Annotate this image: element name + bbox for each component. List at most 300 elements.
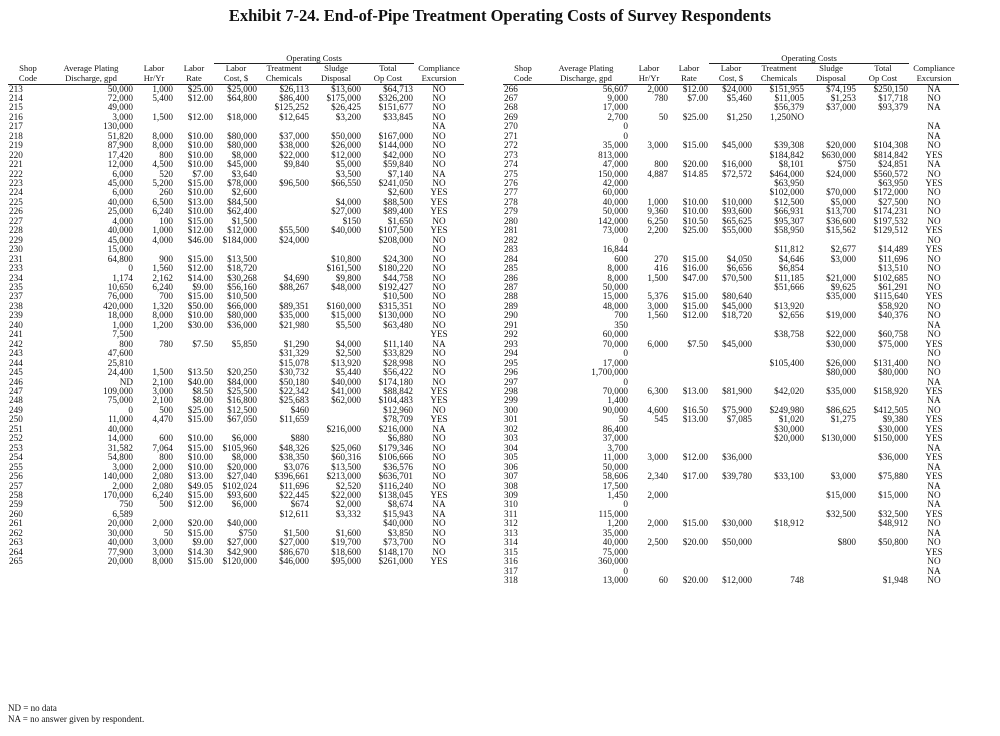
cell-labor-rate: $40.00 bbox=[187, 377, 213, 387]
cell-shop-code: 317 bbox=[504, 566, 518, 576]
cell-labor-rate: $10.00 bbox=[187, 131, 213, 141]
cell-labor-cost: $105,960 bbox=[222, 443, 257, 453]
table-row bbox=[8, 179, 464, 188]
cell-labor-rate: $10.00 bbox=[187, 434, 213, 444]
cell-labor-rate bbox=[174, 349, 214, 358]
cell-compliance-excursion: NO bbox=[927, 235, 941, 245]
cell-shop-code: 227 bbox=[9, 216, 23, 226]
cell-shop-code: 263 bbox=[9, 538, 23, 548]
cell-shop-code: 275 bbox=[504, 169, 518, 179]
cell-treatment-chemicals bbox=[258, 264, 310, 273]
column-header-shop-code: Code bbox=[503, 74, 543, 85]
cell-total-op-cost: $9,380 bbox=[882, 415, 908, 425]
column-header-total-op-cost: Op Cost bbox=[857, 74, 909, 85]
cell-total-op-cost: $27,500 bbox=[878, 197, 908, 207]
table-row bbox=[8, 283, 464, 292]
cell-labor-hours bbox=[629, 444, 669, 453]
cell-shop-code: 306 bbox=[504, 462, 518, 472]
cell-sludge-disposal bbox=[805, 132, 857, 141]
cell-treatment-chemicals: $46,000 bbox=[279, 557, 309, 567]
table-row bbox=[503, 236, 959, 245]
cell-sludge-disposal bbox=[805, 482, 857, 491]
cell-labor-rate bbox=[669, 151, 709, 160]
cell-labor-hours: 2,000 bbox=[647, 490, 668, 500]
cell-treatment-chemicals: 748 bbox=[790, 576, 804, 586]
cell-shop-code: 248 bbox=[9, 396, 23, 406]
cell-shop-code: 252 bbox=[9, 434, 23, 444]
cell-labor-rate: $15.00 bbox=[187, 292, 213, 302]
cell-shop-code: 237 bbox=[9, 292, 23, 302]
cell-shop-code: 308 bbox=[504, 481, 518, 491]
table-row bbox=[503, 453, 959, 462]
cell-total-op-cost: $2,600 bbox=[387, 188, 413, 198]
cell-treatment-chemicals: $11,659 bbox=[279, 415, 309, 425]
cell-shop-code: 292 bbox=[504, 330, 518, 340]
cell-shop-code: 277 bbox=[504, 188, 518, 198]
cell-shop-code: 247 bbox=[9, 387, 23, 396]
cell-labor-hours bbox=[629, 396, 669, 405]
cell-shop-code: 255 bbox=[9, 462, 23, 472]
cell-total-op-cost: $192,427 bbox=[378, 283, 413, 293]
cell-shop-code: 244 bbox=[9, 358, 23, 368]
cell-shop-code: 279 bbox=[504, 207, 518, 217]
cell-total-op-cost bbox=[857, 132, 909, 141]
cell-sludge-disposal: $62,000 bbox=[331, 396, 361, 406]
cell-avg-discharge: 50,000 bbox=[602, 207, 628, 217]
cell-treatment-chemicals bbox=[258, 122, 310, 131]
cell-sludge-disposal: $3,500 bbox=[335, 169, 361, 179]
cell-avg-discharge: 40,000 bbox=[107, 226, 133, 236]
table-row bbox=[503, 274, 959, 283]
cell-compliance-excursion: NA bbox=[927, 160, 941, 170]
column-header-avg-discharge: Discharge, gpd bbox=[543, 74, 629, 85]
table-row bbox=[8, 207, 464, 216]
cell-labor-rate: $50.00 bbox=[187, 301, 213, 311]
cell-compliance-excursion: NO bbox=[432, 472, 446, 482]
cell-compliance-excursion: NO bbox=[432, 349, 446, 359]
cell-total-op-cost bbox=[362, 330, 414, 339]
cell-sludge-disposal: $37,000 bbox=[826, 103, 856, 113]
cell-labor-hours: 780 bbox=[654, 93, 668, 103]
table-row bbox=[8, 226, 464, 235]
cell-sludge-disposal: $74,195 bbox=[826, 84, 856, 94]
table-row bbox=[503, 463, 959, 472]
cell-avg-discharge: 1,200 bbox=[607, 519, 628, 529]
cell-shop-code: 300 bbox=[504, 405, 518, 415]
cell-labor-cost: $25,500 bbox=[227, 387, 257, 396]
cell-avg-discharge: 0 bbox=[623, 566, 628, 576]
cell-shop-code: 303 bbox=[504, 434, 518, 444]
cell-avg-discharge: 15,000 bbox=[602, 292, 628, 302]
cell-compliance-excursion: NO bbox=[432, 273, 446, 283]
cell-compliance-excursion: NO bbox=[927, 557, 941, 567]
cell-total-op-cost: $102,685 bbox=[873, 273, 908, 283]
cell-labor-cost: $6,000 bbox=[231, 434, 257, 444]
cell-treatment-chemicals: $125,252 bbox=[274, 103, 309, 113]
cell-avg-discharge: 47,000 bbox=[602, 160, 628, 170]
cell-treatment-chemicals bbox=[753, 463, 805, 472]
cell-labor-cost bbox=[709, 444, 753, 453]
cell-total-op-cost: $44,758 bbox=[383, 273, 413, 283]
cell-labor-hours bbox=[629, 500, 669, 509]
cell-compliance-excursion: NO bbox=[927, 141, 941, 151]
cell-compliance-excursion: NO bbox=[432, 320, 446, 330]
cell-labor-hours: 8,000 bbox=[152, 131, 173, 141]
table-row bbox=[503, 141, 959, 150]
cell-total-op-cost bbox=[857, 500, 909, 509]
cell-treatment-chemicals bbox=[258, 425, 310, 434]
cell-treatment-chemicals: $6,854 bbox=[778, 264, 804, 274]
cell-labor-cost: $5,460 bbox=[726, 93, 752, 103]
cell-compliance-excursion: NO bbox=[432, 254, 446, 264]
cell-compliance-excursion: NO bbox=[927, 264, 941, 274]
table-row bbox=[503, 302, 959, 311]
table-row bbox=[503, 425, 959, 434]
cell-avg-discharge: 77,900 bbox=[107, 547, 133, 557]
table-row bbox=[503, 387, 959, 396]
cell-labor-cost: $45,000 bbox=[722, 141, 752, 151]
cell-total-op-cost bbox=[857, 321, 909, 330]
table-row bbox=[8, 321, 464, 330]
cell-labor-rate: $15.00 bbox=[187, 443, 213, 453]
cell-labor-rate bbox=[669, 321, 709, 330]
cell-avg-discharge: 750 bbox=[119, 500, 133, 510]
cell-shop-code: 235 bbox=[9, 283, 23, 293]
cell-labor-rate: $12.00 bbox=[682, 453, 708, 463]
cell-shop-code: 294 bbox=[504, 349, 518, 359]
cell-labor-cost: $12,500 bbox=[227, 405, 257, 415]
cell-compliance-excursion: NO bbox=[432, 519, 446, 529]
cell-shop-code: 253 bbox=[9, 443, 23, 453]
cell-sludge-disposal bbox=[805, 548, 857, 557]
cell-sludge-disposal bbox=[805, 113, 857, 122]
cell-total-op-cost: $104,483 bbox=[378, 396, 413, 406]
cell-shop-code: 266 bbox=[504, 84, 518, 94]
cell-labor-cost: $30,268 bbox=[227, 273, 257, 283]
cell-shop-code: 312 bbox=[504, 519, 518, 529]
cell-avg-discharge: 24,400 bbox=[107, 368, 133, 378]
cell-labor-rate: $9.00 bbox=[192, 538, 213, 548]
cell-treatment-chemicals: $51,666 bbox=[774, 283, 804, 293]
cell-treatment-chemicals: $95,307 bbox=[774, 216, 804, 226]
cell-labor-rate bbox=[174, 425, 214, 434]
cell-total-op-cost: $64,713 bbox=[383, 84, 413, 94]
cell-shop-code: 282 bbox=[504, 235, 518, 245]
cell-total-op-cost bbox=[857, 529, 909, 538]
cell-avg-discharge: 73,000 bbox=[602, 226, 628, 236]
cell-shop-code: 256 bbox=[9, 472, 23, 482]
table-row bbox=[503, 396, 959, 405]
cell-total-op-cost bbox=[857, 122, 909, 131]
cell-compliance-excursion: YES bbox=[925, 509, 943, 519]
cell-labor-rate bbox=[174, 510, 214, 519]
cell-sludge-disposal bbox=[805, 321, 857, 330]
cell-labor-cost: $65,625 bbox=[722, 216, 752, 226]
cell-labor-cost: $84,000 bbox=[227, 377, 257, 387]
cell-compliance-excursion: NA bbox=[927, 122, 941, 132]
cell-treatment-chemicals bbox=[258, 330, 310, 339]
cell-avg-discharge: 0 bbox=[623, 122, 628, 132]
cell-avg-discharge: 3,000 bbox=[112, 462, 133, 472]
table-row bbox=[503, 217, 959, 226]
table-row bbox=[8, 529, 464, 538]
cell-sludge-disposal: $160,000 bbox=[326, 301, 361, 311]
cell-avg-discharge: 4,000 bbox=[112, 216, 133, 226]
cell-treatment-chemicals: $8,101 bbox=[778, 160, 804, 170]
cell-avg-discharge: 170,000 bbox=[103, 490, 133, 500]
operating-costs-table-left bbox=[8, 52, 464, 567]
cell-labor-hours: 6,240 bbox=[152, 283, 173, 293]
cell-compliance-excursion: NO bbox=[432, 283, 446, 293]
cell-total-op-cost: $138,045 bbox=[378, 490, 413, 500]
cell-avg-discharge: 37,000 bbox=[602, 434, 628, 444]
cell-labor-hours: 6,240 bbox=[152, 207, 173, 217]
cell-compliance-excursion: NO bbox=[927, 538, 941, 548]
column-header-avg-discharge: Average Plating bbox=[63, 63, 119, 74]
cell-labor-hours: 520 bbox=[159, 169, 173, 179]
cell-labor-hours: 700 bbox=[159, 292, 173, 302]
cell-labor-cost bbox=[709, 482, 753, 491]
cell-sludge-disposal bbox=[805, 557, 857, 566]
column-header-shop-code: Shop bbox=[19, 63, 37, 74]
cell-labor-cost: $120,000 bbox=[222, 557, 257, 567]
cell-sludge-disposal: $95,000 bbox=[331, 557, 361, 567]
table-row bbox=[503, 264, 959, 273]
cell-shop-code: 265 bbox=[9, 557, 23, 567]
cell-shop-code: 287 bbox=[504, 283, 518, 293]
cell-compliance-excursion: NO bbox=[927, 93, 941, 103]
cell-labor-hours bbox=[134, 349, 174, 358]
table-row bbox=[8, 500, 464, 509]
cell-labor-hours bbox=[629, 529, 669, 538]
cell-labor-rate: $13.00 bbox=[187, 472, 213, 482]
table-row bbox=[8, 122, 464, 131]
cell-total-op-cost: $75,000 bbox=[878, 339, 908, 349]
column-header-shop-code: Shop bbox=[514, 63, 532, 74]
cell-sludge-disposal: $40,000 bbox=[331, 226, 361, 236]
cell-labor-hours: 1,560 bbox=[152, 264, 173, 274]
cell-labor-hours: 260 bbox=[159, 188, 173, 198]
cell-total-op-cost bbox=[857, 113, 909, 122]
cell-total-op-cost: $104,308 bbox=[873, 141, 908, 151]
cell-treatment-chemicals: $9,840 bbox=[283, 160, 309, 170]
cell-total-op-cost bbox=[857, 349, 909, 358]
cell-avg-discharge: 800 bbox=[119, 339, 133, 349]
cell-labor-hours: 4,500 bbox=[152, 160, 173, 170]
cell-labor-hours: 1,500 bbox=[152, 112, 173, 122]
cell-total-op-cost: $144,000 bbox=[378, 141, 413, 151]
cell-total-op-cost: $6,880 bbox=[387, 434, 413, 444]
cell-sludge-disposal: $25,060 bbox=[331, 443, 361, 453]
cell-avg-discharge: 11,000 bbox=[108, 415, 133, 425]
cell-labor-rate: $10.00 bbox=[187, 462, 213, 472]
cell-labor-rate bbox=[669, 500, 709, 509]
cell-labor-hours: 2,080 bbox=[152, 472, 173, 482]
cell-total-op-cost: $326,200 bbox=[378, 93, 413, 103]
cell-shop-code: 251 bbox=[9, 424, 23, 434]
cell-treatment-chemicals bbox=[258, 292, 310, 301]
cell-sludge-disposal: $4,000 bbox=[335, 339, 361, 349]
cell-sludge-disposal bbox=[310, 330, 362, 339]
cell-labor-hours bbox=[629, 378, 669, 387]
table-row bbox=[8, 396, 464, 405]
cell-compliance-excursion: NO bbox=[927, 368, 941, 378]
cell-labor-hours bbox=[134, 245, 174, 254]
cell-sludge-disposal: $13,600 bbox=[331, 84, 361, 94]
table-row bbox=[503, 538, 959, 547]
cell-treatment-chemicals: 1,250NO bbox=[770, 112, 804, 122]
cell-labor-hours: 1,200 bbox=[152, 320, 173, 330]
cell-shop-code: 214 bbox=[9, 93, 23, 103]
column-header-labor-rate: Labor bbox=[183, 63, 205, 74]
cell-avg-discharge: 72,000 bbox=[107, 93, 133, 103]
cell-sludge-disposal: $20,000 bbox=[826, 141, 856, 151]
table-row bbox=[8, 482, 464, 491]
cell-labor-rate: $10.00 bbox=[682, 207, 708, 217]
cell-labor-cost: $102,024 bbox=[222, 481, 257, 491]
cell-shop-code: 259 bbox=[9, 500, 23, 510]
cell-sludge-disposal: $5,440 bbox=[335, 368, 361, 378]
footnote-na: NA = no answer given by respondent. bbox=[8, 713, 145, 724]
cell-sludge-disposal: $22,000 bbox=[331, 490, 361, 500]
cell-shop-code: 213 bbox=[9, 84, 23, 94]
cell-labor-cost: $20,000 bbox=[227, 462, 257, 472]
cell-shop-code: 309 bbox=[504, 490, 518, 500]
cell-compliance-excursion: YES bbox=[430, 415, 448, 425]
cell-labor-rate: $30.00 bbox=[187, 320, 213, 330]
cell-total-op-cost: $106,666 bbox=[378, 453, 413, 463]
cell-avg-discharge: 40,000 bbox=[107, 424, 133, 434]
cell-labor-hours bbox=[629, 349, 669, 358]
cell-labor-rate bbox=[669, 444, 709, 453]
cell-avg-discharge: 0 bbox=[623, 500, 628, 510]
cell-labor-cost bbox=[214, 330, 258, 339]
column-header-labor-cost: Labor bbox=[720, 63, 742, 74]
cell-treatment-chemicals bbox=[753, 491, 805, 500]
cell-labor-rate: $13.00 bbox=[187, 197, 213, 207]
cell-compliance-excursion: NO bbox=[927, 301, 941, 311]
cell-labor-cost: $75,900 bbox=[722, 405, 752, 415]
cell-sludge-disposal bbox=[805, 378, 857, 387]
cell-labor-rate: $14.85 bbox=[682, 169, 708, 179]
cell-sludge-disposal bbox=[805, 500, 857, 509]
cell-sludge-disposal: $15,562 bbox=[826, 226, 856, 236]
cell-labor-hours: 270 bbox=[654, 254, 668, 264]
cell-labor-hours: 5,376 bbox=[647, 292, 668, 302]
table-row bbox=[8, 188, 464, 197]
cell-compliance-excursion: NO bbox=[432, 216, 446, 226]
column-header-labor-cost: Cost, $ bbox=[214, 74, 258, 85]
cell-labor-rate: $7.00 bbox=[192, 169, 213, 179]
cell-labor-hours: 4,600 bbox=[647, 405, 668, 415]
cell-labor-cost: $2,600 bbox=[231, 188, 257, 198]
table-row bbox=[503, 434, 959, 443]
column-header-labor-hours: Hr/Yr bbox=[134, 74, 174, 85]
table-row bbox=[8, 151, 464, 160]
cell-sludge-disposal: $30,000 bbox=[826, 339, 856, 349]
cell-labor-rate: $15.00 bbox=[187, 528, 213, 538]
cell-labor-cost bbox=[709, 463, 753, 472]
cell-treatment-chemicals: $66,931 bbox=[774, 207, 804, 217]
cell-labor-hours bbox=[629, 557, 669, 566]
cell-sludge-disposal bbox=[805, 453, 857, 462]
cell-treatment-chemicals bbox=[258, 198, 310, 207]
cell-total-op-cost: $30,000 bbox=[878, 424, 908, 434]
cell-labor-rate: $13.00 bbox=[682, 387, 708, 396]
table-row bbox=[8, 198, 464, 207]
cell-avg-discharge: 86,400 bbox=[602, 424, 628, 434]
cell-sludge-disposal bbox=[310, 434, 362, 443]
cell-sludge-disposal: $19,700 bbox=[331, 538, 361, 548]
cell-sludge-disposal: $15,000 bbox=[331, 311, 361, 321]
cell-total-op-cost: $131,400 bbox=[873, 358, 908, 368]
cell-compliance-excursion: NO bbox=[432, 301, 446, 311]
cell-compliance-excursion: NA bbox=[432, 339, 446, 349]
cell-treatment-chemicals: $86,400 bbox=[279, 93, 309, 103]
cell-labor-hours: 4,000 bbox=[152, 235, 173, 245]
cell-avg-discharge: 2,700 bbox=[607, 112, 628, 122]
cell-avg-discharge: 75,000 bbox=[602, 547, 628, 557]
cell-labor-hours bbox=[629, 245, 669, 254]
cell-compliance-excursion: NO bbox=[432, 462, 446, 472]
cell-sludge-disposal: $41,000 bbox=[331, 387, 361, 396]
cell-labor-hours bbox=[629, 151, 669, 160]
table-row bbox=[8, 434, 464, 443]
cell-compliance-excursion: YES bbox=[925, 226, 943, 236]
cell-sludge-disposal bbox=[805, 122, 857, 131]
cell-shop-code: 223 bbox=[9, 179, 23, 189]
cell-labor-rate: $15.00 bbox=[682, 301, 708, 311]
cell-treatment-chemicals: $24,000 bbox=[279, 235, 309, 245]
cell-compliance-excursion: NO bbox=[432, 264, 446, 274]
table-row bbox=[503, 84, 959, 94]
cell-total-op-cost: $33,829 bbox=[383, 349, 413, 359]
cell-labor-rate bbox=[174, 245, 214, 254]
cell-labor-hours bbox=[629, 434, 669, 443]
cell-shop-code: 261 bbox=[9, 519, 23, 529]
cell-treatment-chemicals bbox=[753, 292, 805, 301]
cell-sludge-disposal: $35,000 bbox=[826, 292, 856, 302]
cell-labor-cost: $93,600 bbox=[722, 207, 752, 217]
cell-sludge-disposal: $80,000 bbox=[826, 368, 856, 378]
cell-treatment-chemicals: $396,661 bbox=[274, 472, 309, 482]
cell-sludge-disposal bbox=[805, 302, 857, 311]
cell-total-op-cost: $150,000 bbox=[873, 434, 908, 444]
cell-shop-code: 230 bbox=[9, 245, 23, 255]
table-row bbox=[8, 406, 464, 415]
table-row bbox=[8, 425, 464, 434]
cell-labor-cost: $80,000 bbox=[227, 141, 257, 151]
cell-sludge-disposal: $18,600 bbox=[331, 547, 361, 557]
cell-labor-cost bbox=[709, 434, 753, 443]
cell-labor-hours: 2,100 bbox=[152, 377, 173, 387]
cell-shop-code: 278 bbox=[504, 197, 518, 207]
cell-labor-rate: $7.50 bbox=[687, 339, 708, 349]
cell-treatment-chemicals: $13,920 bbox=[774, 301, 804, 311]
header-spacer bbox=[8, 52, 214, 64]
cell-compliance-excursion: NA bbox=[927, 500, 941, 510]
column-header-compliance-excursion: Excursion bbox=[909, 74, 959, 85]
cell-labor-hours bbox=[134, 510, 174, 519]
cell-labor-cost: $81,900 bbox=[722, 387, 752, 396]
cell-labor-rate bbox=[669, 548, 709, 557]
cell-treatment-chemicals: $30,000 bbox=[774, 424, 804, 434]
cell-labor-cost: $3,640 bbox=[231, 169, 257, 179]
cell-labor-rate: $15.00 bbox=[187, 254, 213, 264]
cell-total-op-cost bbox=[857, 378, 909, 387]
column-header-sludge-disposal: Disposal bbox=[805, 74, 857, 85]
cell-labor-rate: $20.00 bbox=[682, 160, 708, 170]
